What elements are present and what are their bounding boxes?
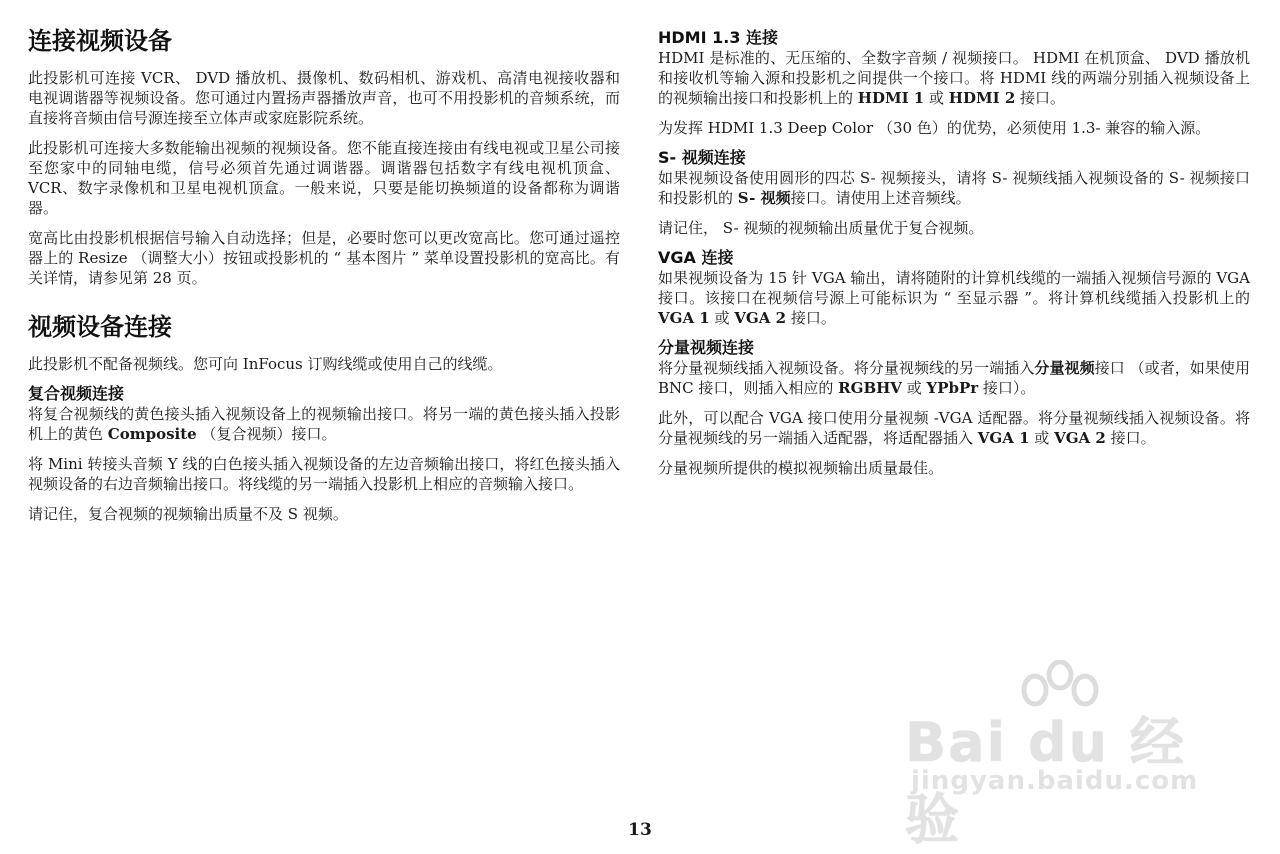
heading-hdmi: HDMI 1.3 连接 [658, 28, 779, 47]
heading-video-device-connection: 视频设备连接 [28, 313, 172, 341]
paragraph-hdmi-2: 为发挥 HDMI 1.3 Deep Color （30 色）的优势，必须使用 1.3- 兼容的输入源。 [658, 119, 1211, 137]
heading-svideo: S- 视频连接 [658, 148, 746, 167]
paragraph-component-1: 将分量视频线插入视频设备。将分量视频线的另一端插入分量视频接口 （或者，如果使用 BNC 接口，则插入相应的 RGBHV 或 YPbPr 接口）。 [658, 359, 1250, 397]
paragraph-svideo-2: 请记住， S- 视频的视频输出质量优于复合视频。 [658, 219, 984, 237]
page-number: 13 [628, 820, 652, 840]
paragraph-svideo-1: 如果视频设备使用圆形的四芯 S- 视频接头，请将 S- 视频线插入视频设备的 S- 视频接口和投影机的 S- 视频接口。请使用上述音频线。 [658, 169, 1250, 207]
paragraph-component-2: 此外，可以配合 VGA 接口使用分量视频 -VGA 适配器。将分量视频线插入视频设备。将分量视频线的另一端插入适配器，将适配器插入 VGA 1 或 VGA 2 接口。 [658, 409, 1250, 447]
heading-connect-video-devices: 连接视频设备 [28, 27, 172, 55]
paragraph-vga-1: 如果视频设备为 15 针 VGA 输出，请将随附的计算机线缆的一端插入视频信号源的 VGA 接口。该接口在视频信号源上可能标识为 “ 至显示器 ”。将计算机线缆插入投影机上的 VGA 1 或 VGA 2 接口。 [658, 269, 1250, 327]
paragraph-cables: 此投影机不配备视频线。您可向 InFocus 订购线缆或使用自己的线缆。 [28, 355, 503, 373]
paragraph-composite-2: 将 Mini 转接头音频 Y 线的白色接头插入视频设备的左边音频输出接口，将红色接头插入视频设备的右边音频输出接口。将线缆的另一端插入投影机上相应的音频输入接口。 [28, 455, 620, 493]
paragraph-aspect-ratio: 宽高比由投影机根据信号输入自动选择；但是，必要时您可以更改宽高比。您可通过遥控器上的 Resize （调整大小）按钮或投影机的 “ 基本图片 ” 菜单设置投影机的宽高比。有关详情，请参见第 28 页。 [28, 229, 620, 287]
watermark-brand: Bai du 经验 [905, 711, 1186, 851]
watermark-url: jingyan.baidu.com [911, 766, 1199, 796]
paragraph-hdmi-1: HDMI 是标准的、无压缩的、全数字音频 / 视频接口。 HDMI 在机顶盒、 DVD 播放机和接收机等输入源和投影机之间提供一个接口。将 HDMI 线的两端分别插入视频设备上的视频输出接口和投影机上的 HDMI 1 或 HDMI 2 接口。 [658, 49, 1250, 107]
paragraph-composite-1: 将复合视频线的黄色接头插入视频设备上的视频输出接口。将另一端的黄色接头插入投影机上的黄色 Composite （复合视频）接口。 [28, 405, 620, 443]
heading-composite: 复合视频连接 [28, 384, 125, 403]
heading-component: 分量视频连接 [658, 338, 755, 357]
paragraph-composite-3: 请记住，复合视频的视频输出质量不及 S 视频。 [28, 505, 348, 523]
paragraph-component-3: 分量视频所提供的模拟视频输出质量最佳。 [658, 459, 944, 477]
paragraph-tuner: 此投影机可连接大多数能输出视频的视频设备。您不能直接连接由有线电视或卫星公司接至您家中的同轴电缆，信号必须首先通过调谐器。调谐器包括数字有线电视机顶盒、 VCR、数字录像机和卫星电视机顶盒。一般来说，只要是能切换频道的设备都称为调谐器。 [28, 139, 620, 217]
left-column [28, 24, 620, 534]
heading-vga: VGA 连接 [658, 248, 734, 267]
right-column [658, 24, 1250, 488]
paragraph-intro: 此投影机可连接 VCR、 DVD 播放机、摄像机、数码相机、游戏机、高清电视接收器和电视调谐器等视频设备。您可通过内置扬声器播放声音，也可不用投影机的音频系统，而直接将音频由信号源连接至立体声或家庭影院系统。 [28, 69, 620, 127]
baidu-jingyan-watermark [905, 660, 1205, 851]
